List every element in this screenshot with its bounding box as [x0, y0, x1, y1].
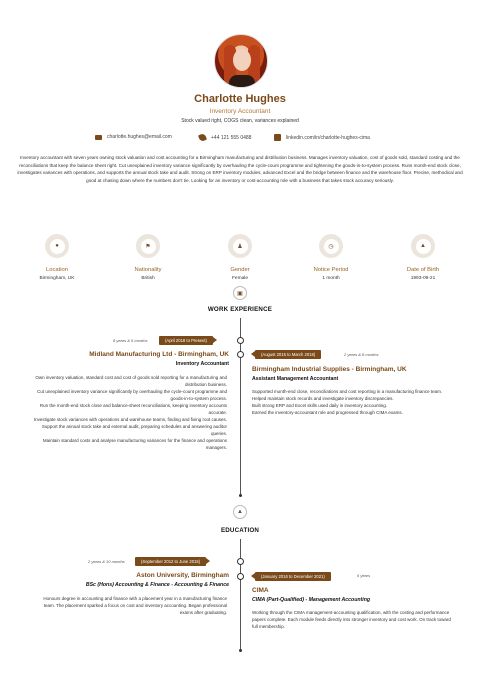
timeline-node — [237, 337, 244, 344]
fact-value: Birmingham, UK — [39, 276, 75, 281]
contact-phone-text: +44 121 555 0488 — [211, 134, 252, 141]
timeline-node — [237, 573, 244, 580]
fact-label: Nationality — [134, 267, 162, 273]
flag-icon: ⚑ — [141, 239, 156, 254]
education-date: (September 2012 to June 2015) — [135, 557, 206, 566]
contact-email-text: charlotte.hughes@email.com — [107, 134, 172, 140]
user-icon: ♟ — [233, 239, 248, 254]
fact-gender — [200, 234, 280, 281]
education-duration: 6 years — [357, 573, 371, 578]
contact-phone[interactable] — [199, 134, 251, 141]
education-description: Working through the CIMA management-accounting qualification, with the costing and performance papers complete. Each module feeds directly into stronger inventory and cost work. On track toward full membership. — [252, 610, 451, 629]
fact-location — [17, 234, 97, 281]
timeline-end — [239, 649, 242, 652]
timeline-node — [237, 558, 244, 565]
experience-company: Birmingham Industrial Supplies - Birmingham, UK — [252, 366, 407, 373]
experience-bullet: Helped maintain stock records and investigate inventory discrepancies. — [252, 396, 394, 401]
experience-bullets — [252, 388, 452, 416]
profile-summary: Inventory accountant with seven years owning stock valuation and cost accounting for a Birmingham manufacturing and distribution business. Manages inventory valuation, cost of goods sold, standard costing and the reconciliations that keep the balance sheet right. Cut unexplained inventory variance significantly by overhauling the cycle-count programme and tightening the goods-in-to-system process. Runs month-end stock close, investigates variances with operations, and supports the annual stock take and audit. Strong on ERP inventory modules, advanced Excel and the bridge between finance and the warehouse floor. Precise, methodical and good at chasing down where the numbers don't tie. Looking for an inventory or cost-accounting role with a business that takes stock accuracy seriously. — [17, 155, 463, 183]
graduation-cap-icon: ▲ — [233, 505, 247, 519]
fact-label: Notice Period — [313, 267, 349, 273]
fact-label: Gender — [230, 267, 250, 273]
fact-notice-period — [291, 234, 371, 281]
education-duration: 2 years & 10 months — [88, 559, 125, 564]
experience-bullets — [31, 374, 227, 451]
contact-linkedin[interactable] — [274, 134, 370, 141]
cake-icon: ▲ — [416, 239, 431, 254]
fact-nationality — [108, 234, 188, 281]
experience-duration: 8 years & 5 months — [113, 338, 148, 343]
fact-value: 1993-09-21 — [410, 276, 436, 281]
experience-date: (April 2018 to Present) — [159, 336, 213, 345]
education-date: (January 2016 to December 2021) — [255, 572, 331, 581]
education-school: Aston University, Birmingham — [136, 572, 229, 579]
fact-value: 1 month — [322, 276, 340, 281]
education-school: CIMA — [252, 587, 269, 594]
education-description: Honours degree in accounting and finance with a placement year in a manufacturing finance team. The placement sparked a focus on cost and inventory accounting. Began professional exams after graduating. — [43, 596, 227, 615]
experience-company: Midland Manufacturing Ltd - Birmingham, UK — [89, 351, 229, 358]
candidate-name: Charlotte Hughes — [194, 93, 286, 105]
education-degree: BSc (Hons) Accounting & Finance - Accounting & Finance — [85, 582, 229, 588]
experience-duration: 2 years & 8 months — [344, 352, 379, 357]
experience-title: WORK EXPERIENCE — [207, 306, 273, 313]
experience-date: (August 2015 to March 2018) — [255, 350, 321, 359]
linkedin-icon — [274, 134, 281, 141]
contact-email[interactable] — [95, 134, 172, 140]
experience-timeline — [240, 318, 241, 496]
avatar — [214, 34, 268, 88]
location-pin-icon: ● — [50, 239, 65, 254]
fact-date-of-birth — [383, 234, 463, 281]
fact-value: Female — [232, 276, 248, 281]
contact-linkedin-text: linkedin.com/in/charlotte-hughes-cima — [286, 134, 370, 141]
education-degree: CIMA (Part-Qualified) - Management Accounting — [252, 597, 371, 603]
fact-value: British — [141, 276, 155, 281]
experience-position: Assistant Management Accountant — [252, 376, 339, 382]
experience-bullet: Own inventory valuation, standard cost and cost of goods sold reporting for a manufacturing and distribution business. — [35, 375, 227, 387]
clock-icon: ◷ — [324, 239, 339, 254]
experience-bullet: Run the month-end stock close and balance-sheet reconciliations, keeping inventory accounts accurate. — [39, 403, 227, 415]
briefcase-icon: ▣ — [233, 286, 247, 300]
education-title: EDUCATION — [220, 527, 260, 534]
timeline-end — [239, 494, 242, 497]
candidate-tagline: Stock valued right, COGS clean, variances explained — [181, 118, 299, 124]
education-timeline — [240, 539, 241, 651]
experience-bullet: Maintain standard costs and analyse manufacturing variances for the finance and operations managers. — [42, 438, 227, 450]
experience-bullet: Earned the inventory-accountant role and progressed through CIMA exams. — [252, 410, 403, 415]
phone-icon — [198, 133, 207, 142]
experience-bullet: Supported month-end close, reconciliations and cost reporting in a manufacturing finance team. — [252, 389, 443, 394]
candidate-role: Inventory Accountant — [209, 108, 271, 115]
experience-bullet: Investigate stock variances with operations and warehouse teams, finding and fixing root causes. — [33, 417, 227, 422]
email-icon — [95, 135, 102, 140]
experience-bullet: Support the annual stock take and external audit, preparing schedules and answering auditor queries. — [41, 424, 227, 436]
experience-bullet: Built strong ERP and Excel skills used daily in inventory accounting. — [252, 403, 387, 408]
fact-label: Location — [46, 267, 68, 273]
experience-position: Inventory Accountant — [175, 361, 229, 367]
personal-facts — [0, 234, 480, 281]
experience-bullet: Cut unexplained inventory variance significantly by overhauling the cycle-count programme and goods-in-to-system process. — [37, 389, 227, 401]
fact-label: Date of Birth — [406, 267, 440, 273]
contact-bar — [0, 134, 480, 144]
timeline-node — [237, 351, 244, 358]
